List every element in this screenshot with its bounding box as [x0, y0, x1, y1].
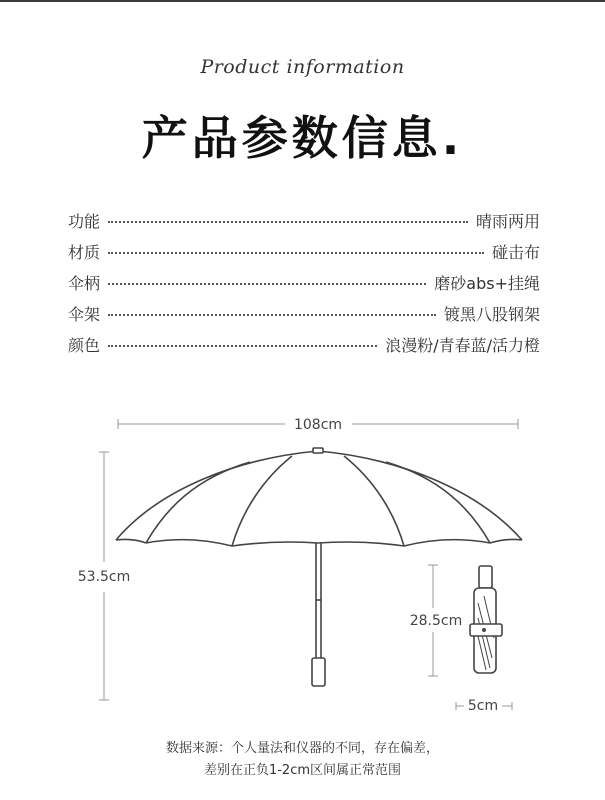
spec-value: 镀黑八股钢架: [443, 305, 540, 324]
spec-value: 晴雨两用: [475, 212, 540, 231]
measurement-note: [0, 738, 605, 782]
spec-value: 磨砂abs+挂绳: [434, 274, 540, 293]
spec-row-function: [68, 205, 540, 236]
open-width-label: 108cm: [293, 417, 343, 433]
spec-label: 材质: [68, 243, 101, 262]
open-height-label: 53.5cm: [77, 569, 131, 585]
dotted-leader: [108, 345, 377, 347]
spec-label: 颜色: [68, 336, 101, 355]
section-subtitle: Product information: [200, 56, 405, 78]
spec-row-material: [68, 236, 540, 267]
folded-length-label: 28.5cm: [409, 613, 463, 629]
spec-label: 功能: [68, 212, 101, 231]
spec-row-handle: [68, 267, 540, 298]
spec-value: 浪漫粉/青春蓝/活力橙: [385, 336, 540, 355]
dotted-leader: [108, 252, 484, 254]
width-dimension: [118, 417, 518, 433]
dotted-leader: [108, 314, 436, 316]
spec-label: 伞柄: [68, 274, 101, 293]
spec-row-frame: [68, 298, 540, 329]
measurement-note-line-2: 差别在正负1-2cm区间属正常范围: [203, 763, 402, 778]
section-title: 产品参数信息.: [141, 111, 464, 165]
dotted-leader: [108, 221, 468, 223]
dotted-leader: [108, 283, 426, 285]
spec-label: 伞架: [68, 305, 101, 324]
folded-length-dimension: [410, 565, 463, 676]
umbrella-dimension-diagram: [0, 400, 605, 730]
top-rule: [0, 0, 605, 2]
folded-width-dimension: [456, 698, 512, 714]
open-umbrella-illustration: [116, 448, 522, 686]
spec-row-color: [68, 329, 540, 360]
folded-umbrella-illustration: [470, 566, 502, 673]
spec-list: [68, 205, 540, 360]
spec-value: 碰击布: [491, 243, 540, 262]
height-dimension: [78, 452, 131, 700]
folded-width-label: 5cm: [467, 698, 499, 714]
measurement-note-line-1: 数据来源：个人量法和仪器的不同，存在偏差，: [165, 741, 439, 756]
